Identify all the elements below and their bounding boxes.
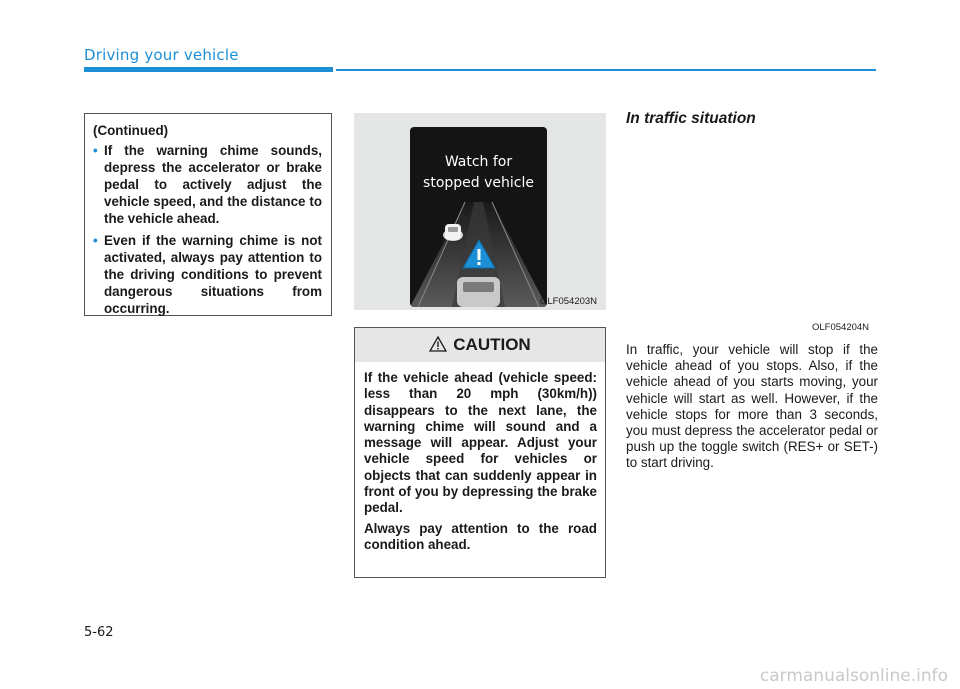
- watermark: carmanualsonline.info: [759, 666, 948, 686]
- warning-triangle-icon: [461, 238, 497, 270]
- caution-paragraph: Always pay attention to the road condition ahead.: [364, 520, 597, 552]
- caution-paragraph: If the vehicle ahead (vehicle speed: less than 20 mph (30km/h)) disappears to the next lane, the warning chime will sound and a message will appear. Adjust your vehicle speed for vehicles or objects that can suddenly appear in front of you by depressing the brake pedal.: [364, 370, 597, 516]
- warning-box-continued: [84, 113, 332, 316]
- caution-box: [354, 327, 606, 578]
- continued-label: (Continued): [93, 123, 169, 138]
- body-paragraph: In traffic, your vehicle will stop if the vehicle ahead of you stops. Also, if the vehicle ahead of you starts moving, your vehicle will start as well. However, if the vehicle stops for more than 3 seconds, you must depress the accelerator pedal or push up the toggle switch (RES+ or SET-) to start driving.: [626, 342, 878, 471]
- caution-title: CAUTION: [453, 335, 531, 354]
- lead-car-icon: [443, 224, 463, 241]
- warning-item-text: Even if the warning chime is not activated, always pay attention to the driving conditions to prevent dangerous situations from occurring.: [104, 233, 322, 316]
- header-rule-thick: [84, 67, 333, 72]
- warning-item: [93, 142, 322, 227]
- warning-list: [93, 142, 322, 317]
- screen-message-line1: Watch for: [444, 154, 513, 170]
- figure-cluster-display: [354, 113, 606, 310]
- caution-header: [355, 328, 605, 362]
- bullet-icon: •: [93, 143, 98, 158]
- bullet-icon: •: [93, 233, 98, 248]
- warning-item: [93, 232, 322, 317]
- cluster-screen: [410, 127, 547, 307]
- page-number: 5-62: [84, 625, 114, 640]
- header-rule-thin: [336, 69, 876, 71]
- section-title: Driving your vehicle: [84, 46, 239, 64]
- figure-code: OLF054203N: [540, 296, 598, 307]
- figure-code: OLF054204N: [812, 322, 870, 333]
- screen-message-line2: stopped vehicle: [423, 175, 534, 191]
- warning-item-text: If the warning chime sounds, depress the accelerator or brake pedal to actively adjust the vehicle speed, and the distance to the vehicle ahead.: [104, 143, 322, 226]
- sub-heading: In traffic situation: [626, 110, 756, 127]
- caution-triangle-icon: [429, 336, 447, 352]
- caution-body: [355, 362, 605, 553]
